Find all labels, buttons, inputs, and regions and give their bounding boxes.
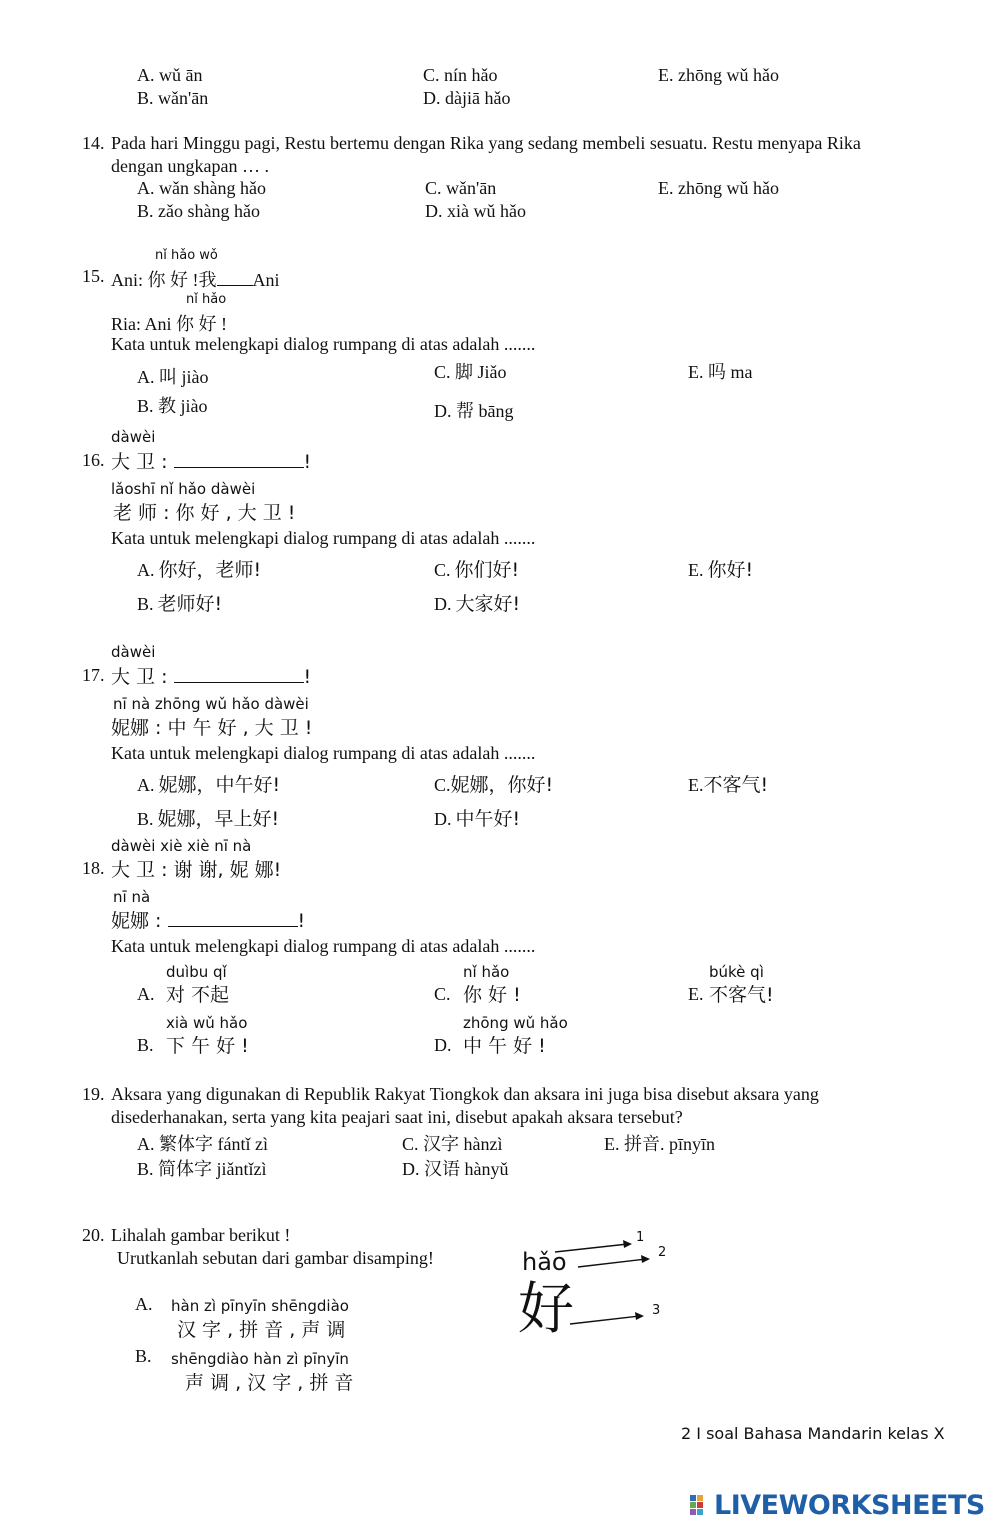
q16-option-b-text: 老师好!: [157, 593, 223, 615]
arrow-1: [555, 1244, 628, 1252]
q16-option-c-text: 你们好!: [454, 559, 520, 581]
q17-pinyin-line1: dàwèi: [111, 643, 156, 661]
q18-option-a-letter: A.: [137, 984, 155, 1004]
q18-option-b-pinyin: xià wǔ hǎo: [166, 1014, 248, 1032]
q18-answer-blank[interactable]: [168, 912, 298, 927]
q15-number: 15.: [82, 266, 105, 286]
q16-option-a-letter: A.: [137, 560, 155, 580]
q15-option-a[interactable]: A. 叫 jiào: [137, 367, 209, 387]
q14-text-line2: dengan ungkapan … .: [111, 156, 269, 176]
q17-pinyin-line2: nī nà zhōng wǔ hǎo dàwèi: [113, 695, 309, 713]
q16-option-a[interactable]: [137, 555, 261, 582]
q15-answer-blank[interactable]: [217, 273, 253, 286]
q20-option-b-pinyin: shēngdiào hàn zì pīnyīn: [171, 1350, 349, 1368]
q15-pinyin-line1: nǐ hǎo wǒ: [155, 248, 218, 263]
q18-option-b-letter: B.: [137, 1035, 154, 1055]
q18-number: 18.: [82, 858, 105, 878]
q16-option-c[interactable]: [434, 555, 519, 582]
q16-dialog-line1: [111, 447, 311, 474]
q17-number: 17.: [82, 665, 105, 685]
q15-line1-pre: Ani: 你 好 !我: [111, 270, 217, 290]
q19-option-c[interactable]: C. 汉字 hànzì: [402, 1134, 503, 1154]
q18-option-b-text: 下 午 好 !: [166, 1035, 249, 1057]
q16-dialog-line2: 老 师 : 你 好 , 大 卫 !: [113, 502, 296, 524]
q18-instruction: Kata untuk melengkapi dialog rumpang di atas adalah .......: [111, 936, 536, 956]
q17-dialog-line1: [111, 662, 311, 689]
q18-pinyin-line1: dàwèi xiè xiè nī nà: [111, 837, 252, 855]
q13-option-a[interactable]: A. wǔ ān: [137, 65, 203, 85]
q19-option-b[interactable]: B. 简体字 jiǎntǐzì: [137, 1159, 267, 1179]
q16-option-d[interactable]: [434, 589, 520, 616]
q17-option-e-letter: E.: [688, 775, 704, 795]
q20-option-a-letter: A.: [135, 1294, 153, 1314]
q17-option-b-text: 妮娜，早上好!: [157, 808, 280, 830]
q20-text-line1: Lihalah gambar berikut !: [111, 1225, 291, 1245]
q16-number: 16.: [82, 450, 105, 470]
q16-instruction: Kata untuk melengkapi dialog rumpang di atas adalah .......: [111, 528, 536, 548]
q16-speaker1: 大 卫 :: [111, 451, 168, 473]
arrow-3: [570, 1316, 640, 1324]
figure-label-1: 1: [636, 1230, 645, 1245]
q17-option-b[interactable]: [137, 804, 279, 831]
q17-option-c-letter: C.: [434, 775, 451, 795]
q18-option-c-pinyin: nǐ hǎo: [463, 963, 510, 981]
q15-dialog-line2: Ria: Ani 你 好 !: [111, 314, 227, 334]
q18-pinyin-line2: nī nà: [113, 888, 151, 906]
q16-option-c-letter: C.: [434, 560, 451, 580]
figure-hanzi-hao: 好: [518, 1277, 574, 1342]
q20-option-a-pinyin: hàn zì pīnyīn shēngdiào: [171, 1297, 349, 1315]
q18-option-e-letter: E.: [688, 984, 704, 1004]
arrow-2: [578, 1259, 646, 1267]
q15-line1-post: Ani: [252, 270, 280, 290]
q16-option-b-letter: B.: [137, 594, 154, 614]
q18-option-e-text: 不客气!: [709, 984, 774, 1006]
q13-option-b[interactable]: B. wǎn'ān: [137, 88, 209, 108]
q17-dialog-line2: 妮娜 : 中 午 好 , 大 卫 !: [111, 717, 313, 739]
q17-option-b-letter: B.: [137, 809, 154, 829]
q18-option-a-text: 对 不起: [166, 984, 230, 1006]
q18-option-d-text: 中 午 好 !: [463, 1035, 546, 1057]
q14-option-c[interactable]: C. wǎn'ān: [425, 178, 497, 198]
arrow-1-head: [623, 1240, 632, 1248]
q18-option-c-text: 你 好 !: [463, 984, 521, 1006]
q17-speaker1: 大 卫 :: [111, 666, 168, 688]
q18-option-e-pinyin: búkè qì: [709, 963, 764, 981]
q13-option-c[interactable]: C. nín hǎo: [423, 65, 498, 85]
q13-option-e[interactable]: E. zhōng wǔ hǎo: [658, 65, 779, 85]
q14-option-e[interactable]: E. zhōng wǔ hǎo: [658, 178, 779, 198]
q20-option-a[interactable]: [171, 1297, 349, 1342]
liveworksheets-logo[interactable]: [690, 1490, 985, 1521]
q15-pinyin-line2: nǐ hǎo: [186, 292, 227, 307]
q18-option-b[interactable]: [166, 1014, 249, 1058]
q16-option-d-letter: D.: [434, 594, 452, 614]
q17-option-a[interactable]: [137, 770, 280, 797]
q18-option-c[interactable]: [463, 963, 521, 1007]
q18-option-d-pinyin: zhōng wǔ hǎo: [463, 1014, 568, 1032]
q19-number: 19.: [82, 1084, 105, 1104]
q17-option-e-text: 不客气!: [703, 774, 769, 796]
q17-option-a-letter: A.: [137, 775, 155, 795]
q16-option-e-text: 你好!: [707, 559, 754, 581]
q18-option-d[interactable]: [463, 1014, 568, 1058]
q17-option-e[interactable]: [688, 770, 768, 797]
q14-text-line1: Pada hari Minggu pagi, Restu bertemu dengan Rika yang sedang membeli sesuatu. Restu menyapa Rika: [111, 133, 861, 153]
liveworksheets-wordmark: LIVEWORKSHEETS: [714, 1490, 985, 1521]
q17-option-d[interactable]: [434, 804, 520, 831]
q16-pinyin-line2: lǎoshī nǐ hǎo dàwèi: [111, 480, 256, 498]
q17-option-c[interactable]: [434, 770, 553, 797]
q18-option-e[interactable]: [709, 963, 774, 1007]
q15-instruction: Kata untuk melengkapi dialog rumpang di atas adalah .......: [111, 334, 536, 354]
q18-option-d-letter: D.: [434, 1035, 452, 1055]
liveworksheets-icon: [690, 1493, 710, 1519]
q17-option-d-letter: D.: [434, 809, 452, 829]
q15-option-d[interactable]: D. 帮 bāng: [434, 401, 514, 421]
q18-dialog-line1: 大 卫 : 谢 谢, 妮 娜!: [111, 859, 282, 881]
q16-option-e[interactable]: [688, 555, 753, 582]
q17-option-a-text: 妮娜，中午好!: [158, 774, 281, 796]
figure-label-2: 2: [658, 1245, 667, 1260]
q18-line2-end: !: [297, 910, 306, 932]
q16-option-b[interactable]: [137, 589, 222, 616]
q20-option-b[interactable]: [171, 1350, 353, 1395]
q14-option-d[interactable]: D. xià wǔ hǎo: [425, 201, 526, 221]
q17-option-d-text: 中午好!: [455, 808, 521, 830]
q19-option-e[interactable]: E. 拼音. pīnyīn: [604, 1134, 715, 1154]
q14-number: 14.: [82, 133, 105, 153]
q16-answer-blank[interactable]: [174, 453, 304, 468]
q16-option-e-letter: E.: [688, 560, 704, 580]
q20-option-b-letter: B.: [135, 1346, 152, 1366]
q16-option-d-text: 大家好!: [455, 593, 521, 615]
q16-pinyin-line1: dàwèi: [111, 428, 156, 446]
q15-option-e[interactable]: E. 吗 ma: [688, 362, 753, 382]
q18-option-c-letter: C.: [434, 984, 451, 1004]
figure-label-3: 3: [652, 1303, 661, 1318]
q14-option-b[interactable]: B. zǎo shàng hǎo: [137, 201, 260, 221]
q14-option-a[interactable]: A. wǎn shàng hǎo: [137, 178, 266, 198]
q20-text-line2: Urutkanlah sebutan dari gambar disamping!: [117, 1248, 434, 1268]
q16-line1-end: !: [303, 451, 312, 473]
q15-option-b[interactable]: B. 教 jiào: [137, 396, 208, 416]
q17-line1-end: !: [303, 666, 312, 688]
page-footer-label: 2 I soal Bahasa Mandarin kelas X: [681, 1424, 945, 1443]
figure-pinyin-hao: hǎo: [522, 1248, 567, 1276]
q19-option-d[interactable]: D. 汉语 hànyǔ: [402, 1159, 509, 1179]
q15-dialog-line1: [111, 266, 280, 292]
q17-answer-blank[interactable]: [174, 668, 304, 683]
q18-option-a[interactable]: [166, 963, 229, 1007]
q18-dialog-line2: [111, 906, 305, 933]
q19-option-a[interactable]: A. 繁体字 fántǐ zì: [137, 1134, 268, 1154]
q20-number: 20.: [82, 1225, 105, 1245]
q15-option-c[interactable]: C. 脚 Jiǎo: [434, 362, 507, 382]
q18-option-a-pinyin: duìbu qǐ: [166, 963, 227, 981]
q18-speaker2: 妮娜 :: [111, 910, 162, 932]
q13-option-d[interactable]: D. dàjiā hǎo: [423, 88, 511, 108]
q16-option-a-text: 你好，老师!: [158, 559, 262, 581]
q17-option-c-text: 妮娜，你好!: [450, 774, 554, 796]
q19-text-line2: disederhanakan, serta yang kita peajari saat ini, disebut apakah aksara tersebut?: [111, 1107, 683, 1127]
q19-text-line1: Aksara yang digunakan di Republik Rakyat Tiongkok dan aksara ini juga bisa disebut aksara yang: [111, 1084, 819, 1104]
q17-instruction: Kata untuk melengkapi dialog rumpang di atas adalah .......: [111, 743, 536, 763]
arrow-2-head: [641, 1255, 650, 1263]
arrow-3-head: [635, 1312, 644, 1320]
q20-option-b-text: 声 调 , 汉 字 , 拼 音: [185, 1372, 354, 1394]
q20-option-a-text: 汉 字 , 拼 音 , 声 调: [177, 1319, 346, 1341]
